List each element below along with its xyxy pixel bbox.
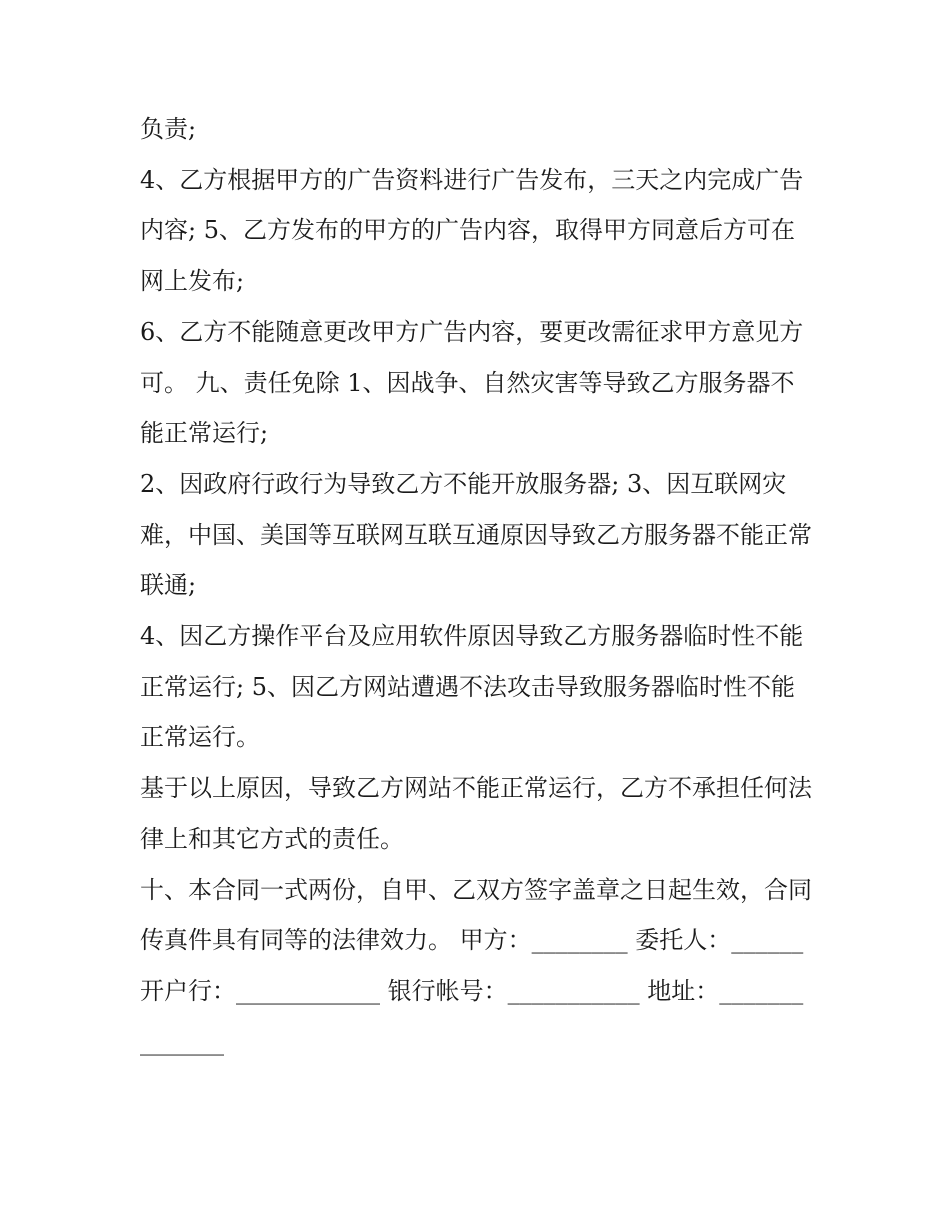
paragraph-responsibility-end: 负责; [140,115,197,143]
paragraph-platform-attack-causes: 4、因乙方操作平台及应用软件原因导致乙方服务器临时性不能正常运行; 5、因乙方网站遭遇不法攻击导致服务器临时性不能正常运行。 [140,622,804,752]
paragraph-ad-modification-and-exemption: 6、乙方不能随意更改甲方广告内容，要更改需征求甲方意见方可。 九、责任免除 1、因战争、自然灾害等导致乙方服务器不能正常运行; [140,317,804,448]
paragraph-ad-publishing: 4、乙方根据甲方的广告资料进行广告发布，三天之内完成广告内容; 5、乙方发布的甲方的广告内容，取得甲方同意后方可在网上发布; [140,165,804,296]
paragraph-liability-disclaimer: 基于以上原因，导致乙方网站不能正常运行，乙方不承担任何法律上和其它方式的责任。 [140,774,812,853]
paragraph-bank-details: 开户行：____________ 银行帐号：___________ 地址：______________ [140,976,804,1056]
document-body [140,104,812,1067]
paragraph-contract-effect-signature: 十、本合同一式两份，自甲、乙双方签字盖章之日起生效，合同传真件具有同等的法律效力。 甲方：________ 委托人：______ [140,875,812,955]
paragraph-government-internet-causes: 2、因政府行政行为导致乙方不能开放服务器; 3、因互联网灾难，中国、美国等互联网互联互通原因导致乙方服务器不能正常联通; [140,469,812,600]
